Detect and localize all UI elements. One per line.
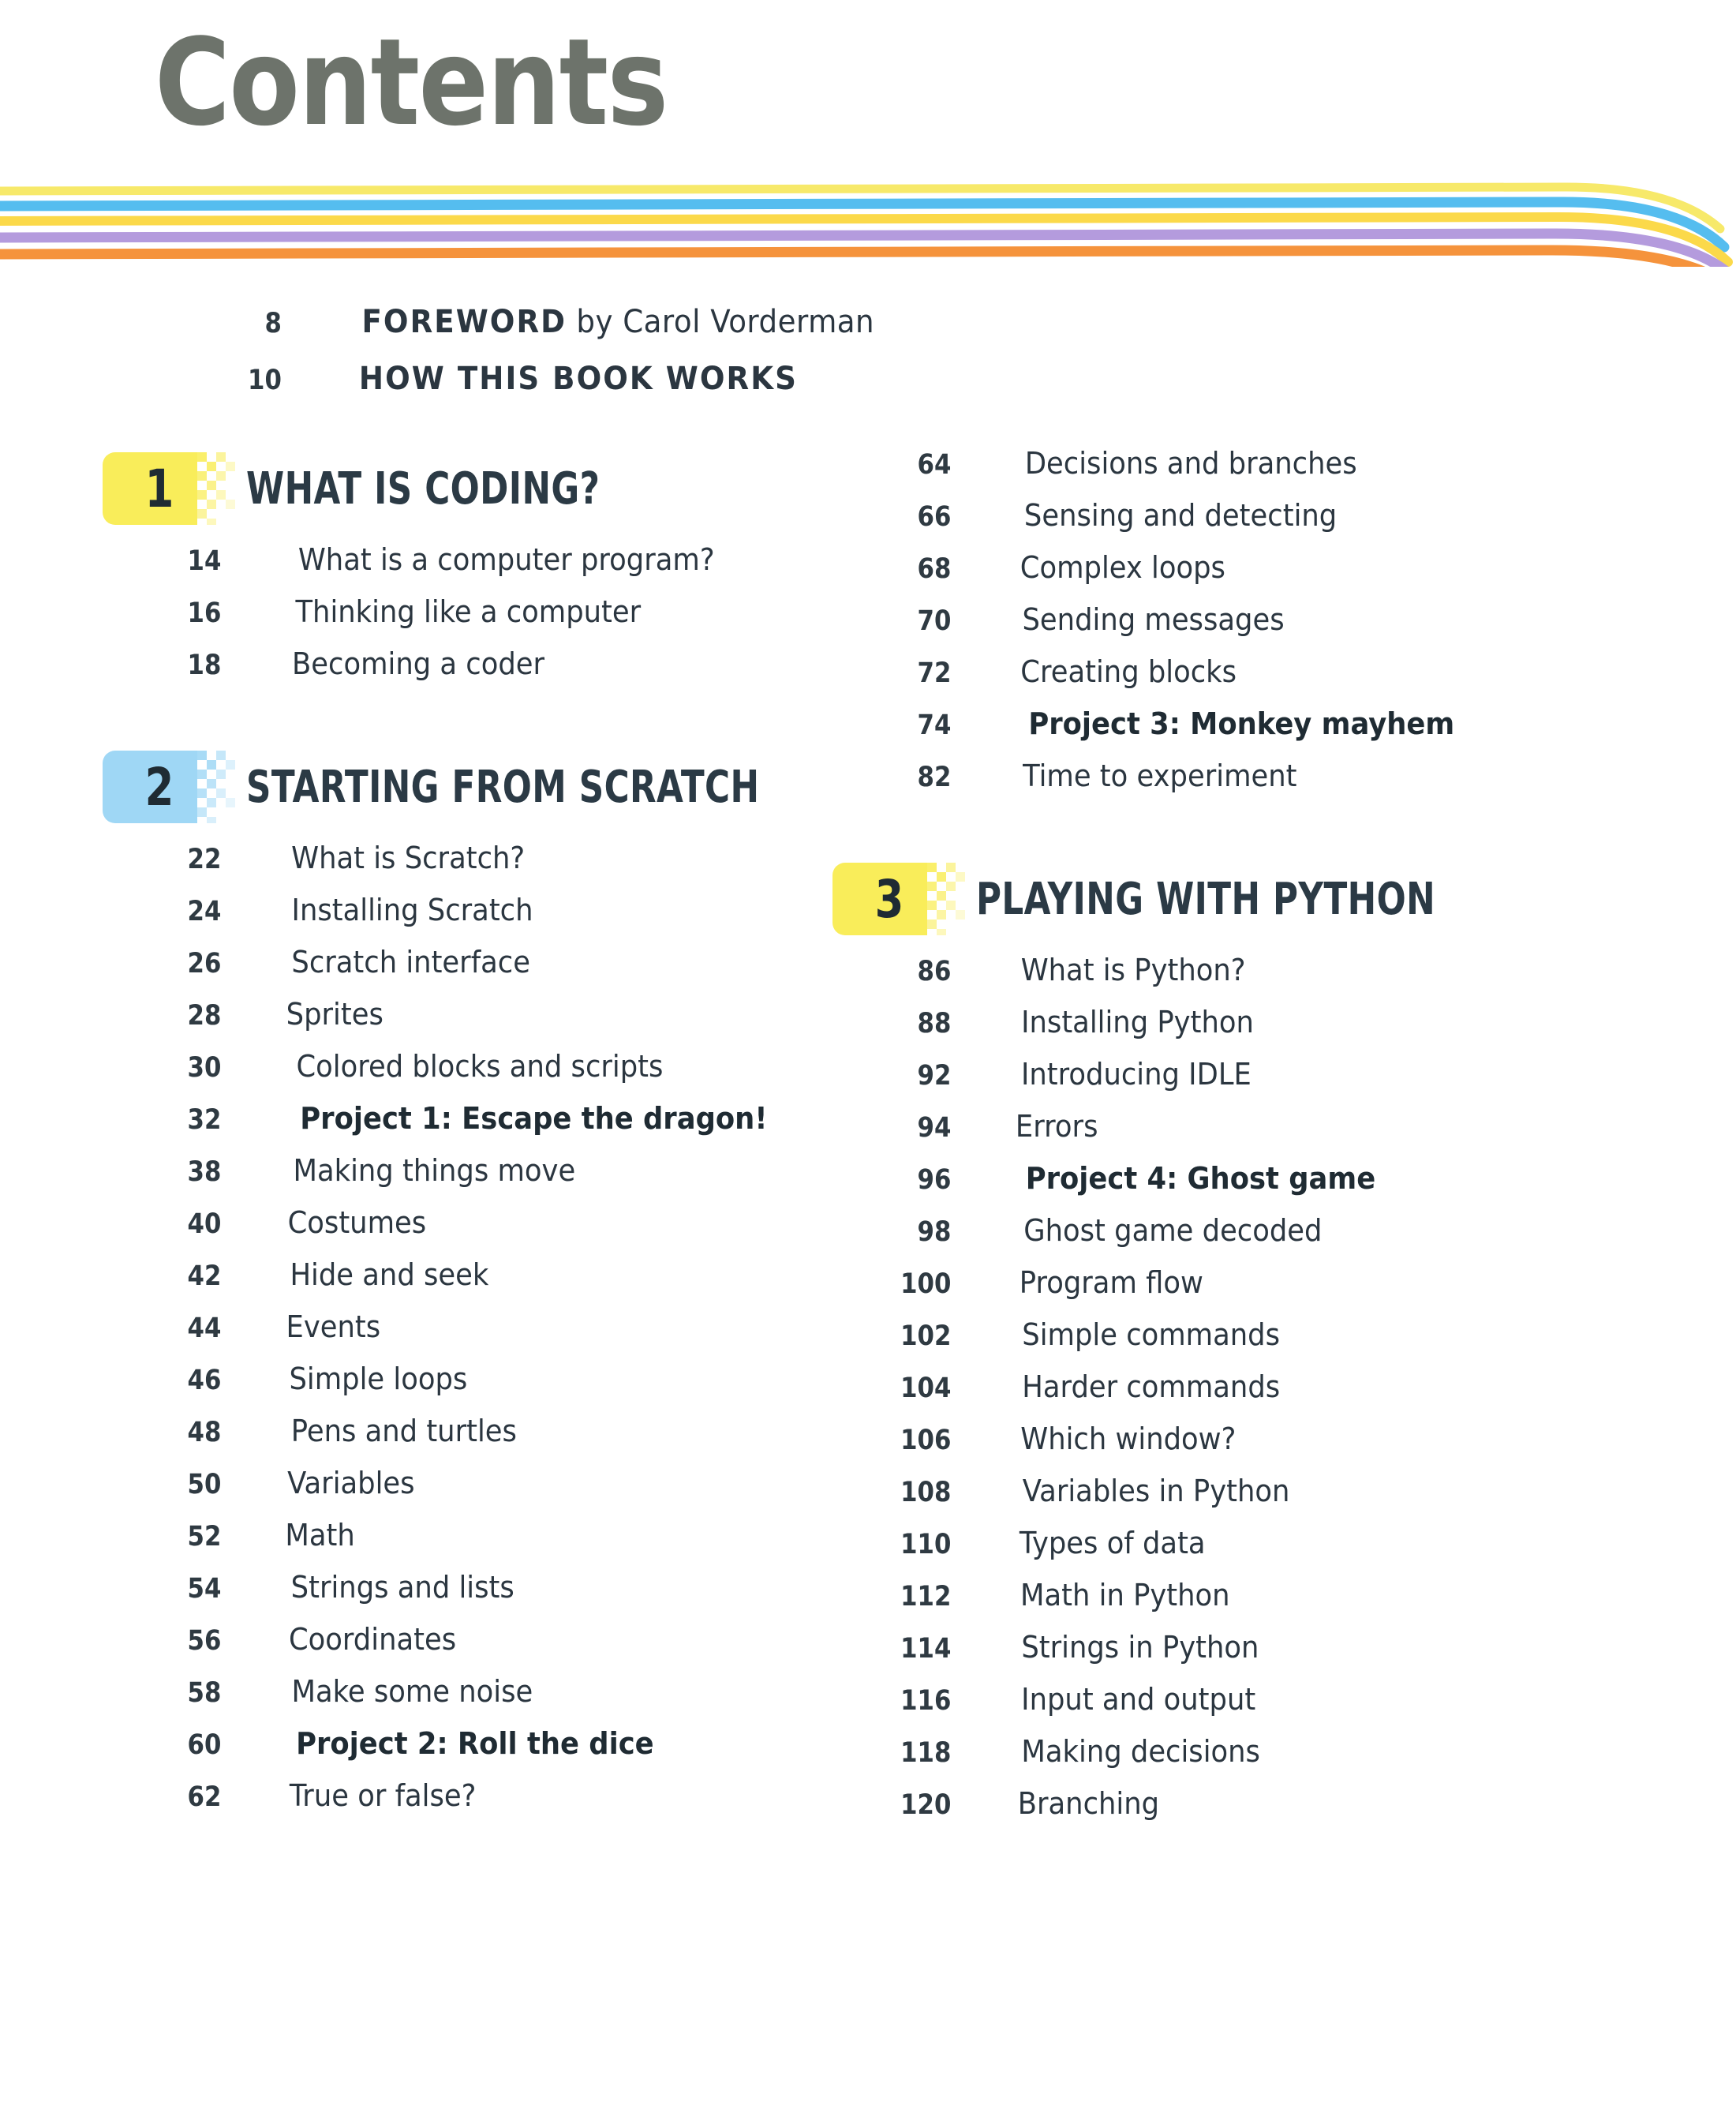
toc-entry-title: Input and output [1021, 1682, 1256, 1717]
toc-page-number: 14 [187, 545, 222, 577]
chapter-badge-1 [103, 452, 229, 525]
toc-page-number: 16 [187, 597, 222, 629]
toc-row[interactable] [103, 646, 907, 699]
toc-row[interactable] [832, 446, 1637, 498]
toc-row-project[interactable] [103, 1101, 907, 1153]
front-matter-title-caps: HOW THIS BOOK WORKS [358, 361, 798, 397]
toc-entry-title: Time to experiment [1023, 758, 1297, 793]
chapter-heading-2[interactable] [103, 744, 907, 830]
toc-row[interactable] [103, 1153, 907, 1205]
toc-entry-title: Becoming a coder [292, 646, 545, 681]
toc-row[interactable] [832, 498, 1637, 550]
toc-entry-title: Math in Python [1020, 1578, 1230, 1612]
toc-entry-title: Making things move [293, 1153, 576, 1188]
toc-row[interactable] [832, 1213, 1637, 1265]
toc-entry-title: True or false? [289, 1778, 477, 1813]
toc-page-number: 82 [917, 762, 952, 793]
toc-entry-title: Ghost game decoded [1023, 1213, 1323, 1248]
toc-row-project[interactable] [103, 1726, 907, 1778]
toc-entry-title: Harder commands [1022, 1369, 1281, 1404]
chapter-badge-number: 1 [144, 458, 174, 519]
toc-entry-title: Variables [287, 1466, 415, 1500]
toc-entry-title: Making decisions [1021, 1734, 1260, 1769]
front-matter-row[interactable] [0, 361, 1736, 418]
toc-row[interactable] [832, 1682, 1637, 1734]
toc-page-number: 74 [917, 710, 952, 741]
toc-row[interactable] [103, 542, 907, 594]
decorative-stripe-band [0, 180, 1736, 267]
toc-row[interactable] [832, 1526, 1637, 1578]
toc-row[interactable] [832, 1109, 1637, 1161]
toc-entry-title: Pens and turtles [290, 1414, 517, 1448]
toc-row[interactable] [832, 1630, 1637, 1682]
toc-page-number: 94 [917, 1112, 952, 1144]
toc-row[interactable] [103, 841, 907, 893]
toc-page-number: 118 [900, 1737, 952, 1769]
toc-page-number: 72 [917, 657, 952, 689]
toc-row[interactable] [103, 1518, 907, 1570]
toc-page-number: 46 [187, 1365, 222, 1396]
chapter-2-entry-list [103, 841, 907, 1830]
toc-page-number: 68 [917, 553, 952, 585]
front-matter-title [359, 361, 798, 397]
chapter-badge-3 [832, 863, 959, 935]
toc-entry-title: Variables in Python [1022, 1474, 1290, 1508]
toc-entry-title: Complex loops [1020, 550, 1225, 585]
left-column [103, 446, 907, 1830]
front-matter-page-number: 8 [264, 308, 282, 339]
toc-row[interactable] [103, 945, 907, 997]
toc-page-number: 88 [917, 1008, 952, 1039]
front-matter-list [0, 304, 1736, 418]
toc-row[interactable] [832, 1317, 1637, 1369]
toc-page-number: 38 [187, 1156, 222, 1188]
toc-page-number: 106 [900, 1425, 952, 1456]
toc-row[interactable] [103, 893, 907, 945]
toc-entry-title: Sending messages [1022, 602, 1285, 637]
toc-row[interactable] [103, 1362, 907, 1414]
toc-page-number: 32 [187, 1104, 222, 1136]
chapter-badge-pixel-fade-icon [178, 751, 235, 823]
toc-entry-title: Project 3: Monkey mayhem [1028, 706, 1455, 741]
toc-entry-title: Installing Scratch [291, 893, 533, 927]
page-title: Contents [155, 13, 668, 152]
toc-page-number: 110 [900, 1529, 952, 1560]
chapter-2-continued-entry-list [832, 446, 1637, 811]
toc-page-number: 66 [917, 501, 952, 533]
toc-page-number: 48 [187, 1417, 222, 1448]
toc-row[interactable] [103, 1205, 907, 1257]
toc-page-number: 62 [187, 1781, 222, 1813]
toc-row[interactable] [103, 1466, 907, 1518]
toc-entry-title: Scratch interface [291, 945, 530, 979]
chapter-badge-pixel-fade-icon [178, 452, 235, 525]
toc-row[interactable] [103, 1622, 907, 1674]
toc-entry-title: Strings in Python [1021, 1630, 1259, 1665]
toc-page-number: 30 [187, 1052, 222, 1084]
toc-row[interactable] [832, 1057, 1637, 1109]
toc-row[interactable] [832, 953, 1637, 1005]
chapter-3-entry-list [832, 953, 1637, 1838]
toc-row[interactable] [832, 550, 1637, 602]
toc-row[interactable] [103, 1570, 907, 1622]
toc-entry-title: Errors [1015, 1109, 1098, 1144]
toc-page-number: 40 [187, 1208, 222, 1240]
toc-entry-title: Coordinates [288, 1622, 457, 1657]
toc-entry-title: What is Python? [1020, 953, 1246, 987]
toc-entry-title: Hide and seek [290, 1257, 489, 1292]
toc-entry-title: Project 2: Roll the dice [296, 1726, 654, 1761]
toc-page-number: 100 [900, 1268, 952, 1300]
toc-row[interactable] [103, 594, 907, 646]
right-column [832, 446, 1637, 1838]
toc-page-number: 98 [917, 1216, 952, 1248]
toc-page-number: 96 [917, 1164, 952, 1196]
toc-row-project[interactable] [832, 706, 1637, 758]
toc-row[interactable] [832, 1734, 1637, 1786]
toc-page-number: 92 [917, 1060, 952, 1092]
toc-page-number: 108 [900, 1477, 952, 1508]
toc-row[interactable] [832, 1421, 1637, 1474]
toc-page-number: 112 [900, 1581, 952, 1612]
toc-page-number: 42 [187, 1260, 222, 1292]
toc-page-number: 44 [187, 1313, 222, 1344]
front-matter-title [361, 304, 874, 340]
toc-page-number: 24 [187, 896, 222, 927]
toc-entry-title: Simple loops [289, 1362, 468, 1396]
toc-entry-title: Decisions and branches [1024, 446, 1357, 481]
chapter-badge-number: 2 [144, 756, 174, 818]
front-matter-page-number: 10 [248, 365, 282, 396]
toc-row[interactable] [103, 1778, 907, 1830]
stripe-band-svg [0, 180, 1736, 267]
toc-page-number: 22 [187, 844, 222, 875]
chapter-title: WHAT IS CODING? [246, 463, 600, 515]
toc-entry-title: Math [285, 1518, 355, 1553]
toc-page-number: 114 [900, 1633, 952, 1665]
toc-row[interactable] [832, 654, 1637, 706]
toc-page-number: 28 [187, 1000, 222, 1032]
toc-page-number: 58 [187, 1677, 222, 1709]
toc-entry-title: Make some noise [291, 1674, 533, 1709]
chapter-badge-pixel-fade-icon [908, 863, 965, 935]
front-matter-title-caps: FOREWORD [361, 304, 567, 340]
toc-entry-title: Introducing IDLE [1020, 1057, 1251, 1092]
toc-row[interactable] [103, 1049, 907, 1101]
toc-entry-title: Which window? [1020, 1421, 1237, 1456]
toc-row[interactable] [832, 758, 1637, 811]
toc-page-number: 86 [917, 956, 952, 987]
toc-entry-title: Thinking like a computer [295, 594, 642, 629]
toc-entry-title: Costumes [287, 1205, 427, 1240]
toc-entry-title: Simple commands [1022, 1317, 1281, 1352]
toc-row[interactable] [832, 1265, 1637, 1317]
toc-page-number: 120 [900, 1789, 952, 1821]
toc-row-project[interactable] [832, 1161, 1637, 1213]
toc-row[interactable] [832, 602, 1637, 654]
toc-entry-title: Colored blocks and scripts [296, 1049, 664, 1084]
toc-row[interactable] [832, 1474, 1637, 1526]
toc-entry-title: Types of data [1019, 1526, 1206, 1560]
front-matter-title-rest: by Carol Vorderman [567, 304, 875, 340]
toc-row[interactable] [832, 1369, 1637, 1421]
toc-page-number: 70 [917, 605, 952, 637]
toc-row[interactable] [103, 1414, 907, 1466]
toc-entry-title: Program flow [1019, 1265, 1203, 1300]
chapter-title: STARTING FROM SCRATCH [246, 761, 760, 813]
toc-page-number: 64 [917, 449, 952, 481]
toc-row[interactable] [103, 997, 907, 1049]
toc-row[interactable] [832, 1005, 1637, 1057]
chapter-heading-1[interactable] [103, 446, 907, 531]
chapter-badge-number: 3 [874, 868, 904, 930]
toc-page-number: 50 [187, 1469, 222, 1500]
toc-row[interactable] [103, 1257, 907, 1309]
toc-page-number: 104 [900, 1373, 952, 1404]
toc-entry-title: Sprites [286, 997, 383, 1032]
chapter-title: PLAYING WITH PYTHON [976, 873, 1436, 925]
toc-row[interactable] [103, 1309, 907, 1362]
toc-row[interactable] [832, 1786, 1637, 1838]
stripe-orange [0, 250, 1735, 267]
toc-page-number: 26 [187, 948, 222, 979]
toc-page-number: 18 [187, 650, 222, 681]
toc-entry-title: Creating blocks [1020, 654, 1237, 689]
toc-page-number: 56 [187, 1625, 222, 1657]
toc-page-number: 60 [187, 1729, 222, 1761]
toc-page-number: 54 [187, 1573, 222, 1605]
toc-entry-title: What is a computer program? [297, 542, 715, 577]
toc-entry-title: Events [286, 1309, 381, 1344]
toc-entry-title: Sensing and detecting [1023, 498, 1338, 533]
toc-row[interactable] [103, 1674, 907, 1726]
toc-page-number: 102 [900, 1320, 952, 1352]
toc-row[interactable] [832, 1578, 1637, 1630]
chapter-1-entry-list [103, 542, 907, 699]
toc-entry-title: Strings and lists [290, 1570, 514, 1605]
chapter-heading-3[interactable] [832, 856, 1637, 942]
toc-entry-title: Installing Python [1021, 1005, 1254, 1039]
front-matter-row[interactable] [0, 304, 1736, 361]
toc-page-number: 116 [900, 1685, 952, 1717]
toc-page-number: 52 [187, 1521, 222, 1553]
toc-entry-title: Project 1: Escape the dragon! [300, 1101, 768, 1136]
toc-entry-title: What is Scratch? [291, 841, 526, 875]
chapter-badge-2 [103, 751, 229, 823]
toc-entry-title: Branching [1017, 1786, 1160, 1821]
toc-entry-title: Project 4: Ghost game [1025, 1161, 1376, 1196]
